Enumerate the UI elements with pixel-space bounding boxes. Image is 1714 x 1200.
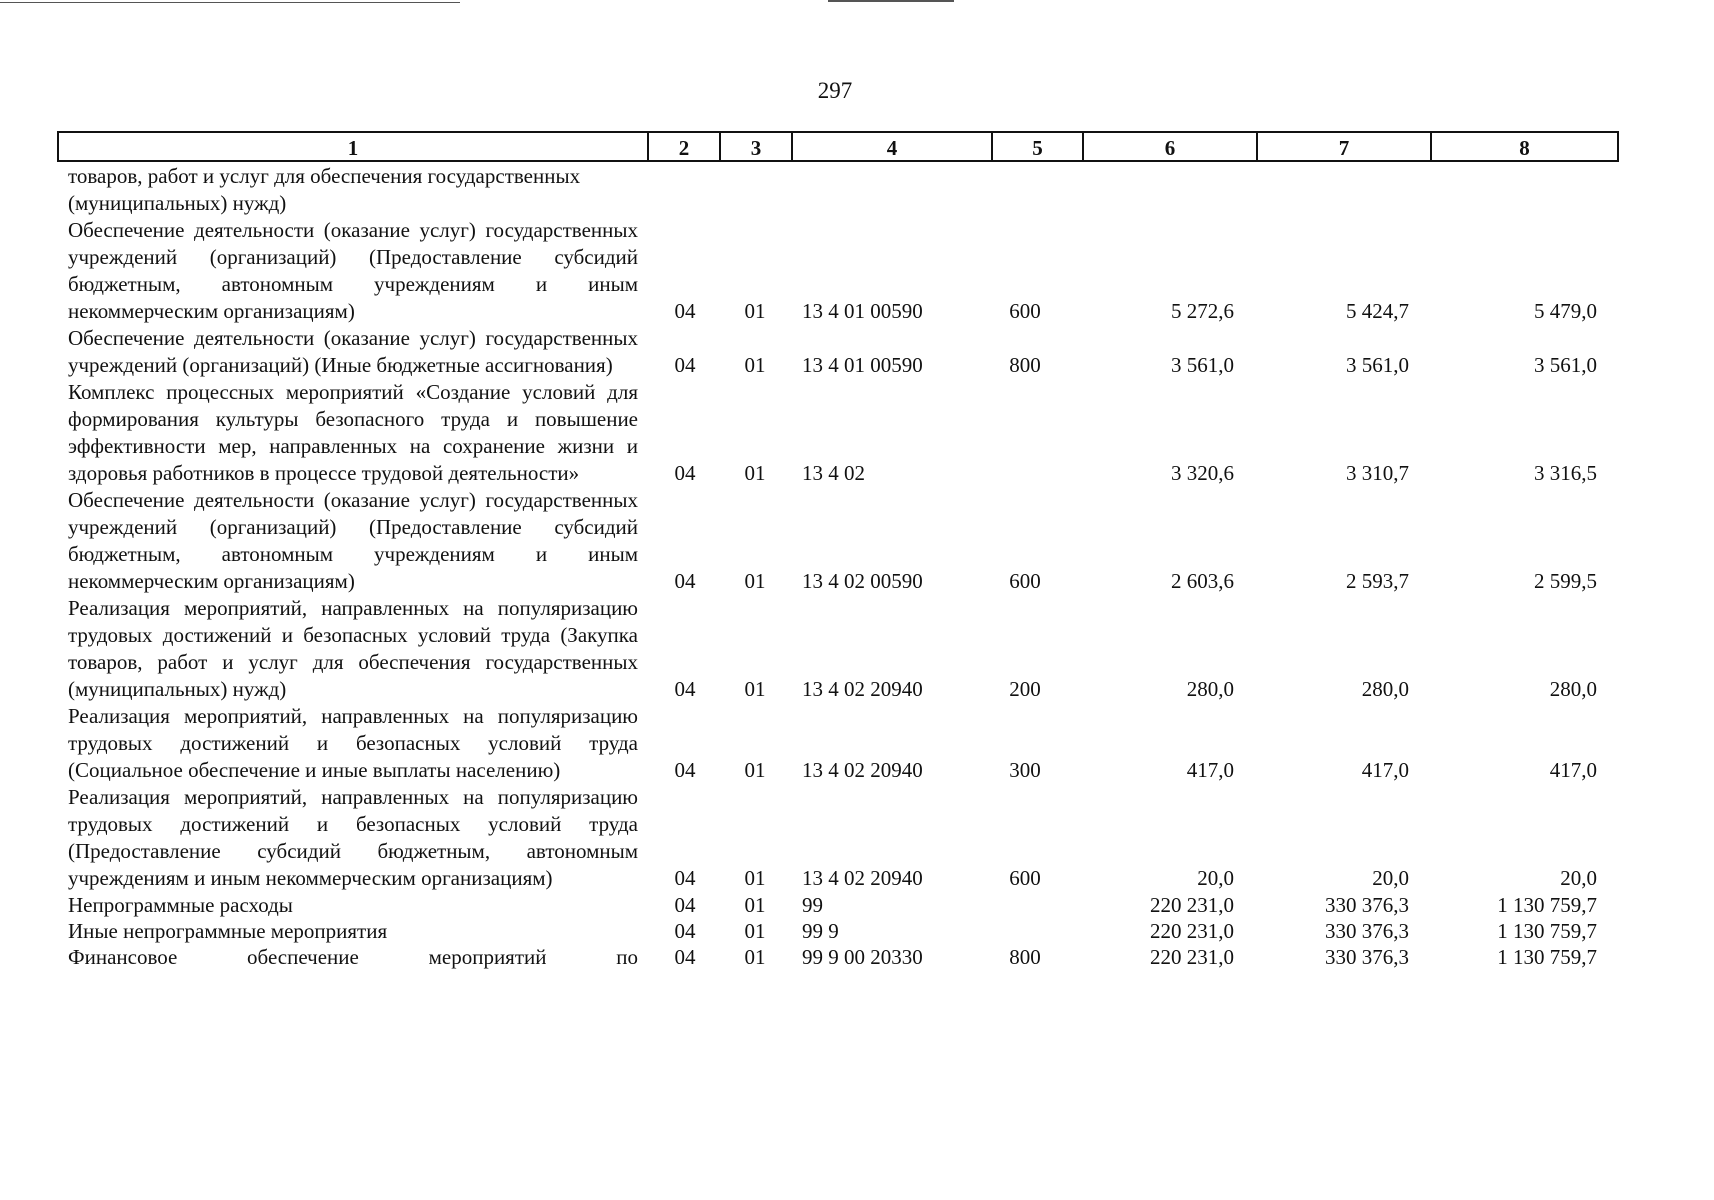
table-row: [68, 325, 1620, 379]
row-section-code: 04: [674, 461, 696, 485]
row-section-code: 04: [674, 893, 696, 917]
row-target-article: 99 9 00 20330: [802, 945, 923, 969]
column-header-4: 4: [793, 133, 993, 160]
row-description: Реализация мероприятий, направленных на популяризацию трудовых достижений и безопасных условий труда (Социальное обеспечение и иные выплаты населению): [68, 704, 638, 782]
row-section-code: 04: [674, 945, 696, 969]
row-section-code: 04: [674, 919, 696, 943]
row-amount-col6: 220 231,0: [1150, 919, 1234, 943]
row-subsection-code: 01: [744, 866, 766, 890]
row-amount-col7: 2 593,7: [1346, 569, 1409, 593]
row-description: Реализация мероприятий, направленных на популяризацию трудовых достижений и безопасных условий труда (Предоставление субсидий бюджетным, автономным учреждениям и иным некоммерческим организациям): [68, 785, 638, 890]
row-amount-col8: 1 130 759,7: [1497, 945, 1597, 969]
row-subsection-code: 01: [744, 299, 766, 323]
scan-edge-line-right: [828, 0, 954, 2]
row-target-article: 13 4 02 00590: [802, 569, 923, 593]
row-subsection-code: 01: [744, 569, 766, 593]
row-target-article: 13 4 02 20940: [802, 758, 923, 782]
row-amount-col8: 3 561,0: [1534, 353, 1597, 377]
row-amount-col8: 2 599,5: [1534, 569, 1597, 593]
row-section-code: 04: [674, 299, 696, 323]
row-target-article: 99 9: [802, 919, 839, 943]
row-target-article: 13 4 01 00590: [802, 299, 923, 323]
row-section-code: 04: [674, 866, 696, 890]
row-expense-type: 800: [1009, 353, 1041, 377]
row-section-code: 04: [674, 353, 696, 377]
row-target-article: 13 4 02 20940: [802, 677, 923, 701]
table-row: [68, 595, 1620, 703]
row-subsection-code: 01: [744, 461, 766, 485]
row-subsection-code: 01: [744, 758, 766, 782]
row-amount-col6: 220 231,0: [1150, 893, 1234, 917]
scan-edge-line-left: [0, 2, 460, 3]
row-target-article: 13 4 01 00590: [802, 353, 923, 377]
row-subsection-code: 01: [744, 353, 766, 377]
page-number: 297: [817, 78, 853, 103]
row-description: Обеспечение деятельности (оказание услуг) государственных учреждений (организаций) (Иные бюджетные ассигнования): [68, 326, 638, 377]
row-amount-col6: 2 603,6: [1171, 569, 1234, 593]
row-target-article: 13 4 02 20940: [802, 866, 923, 890]
column-header-6: 6: [1084, 133, 1258, 160]
row-amount-col8: 1 130 759,7: [1497, 919, 1597, 943]
row-amount-col6: 20,0: [1197, 866, 1234, 890]
row-amount-col8: 20,0: [1560, 866, 1597, 890]
row-description: Обеспечение деятельности (оказание услуг) государственных учреждений (организаций) (Предоставление субсидий бюджетным, автономным учреждениям и иным некоммерческим организациям): [68, 488, 638, 593]
row-description: Обеспечение деятельности (оказание услуг) государственных учреждений (организаций) (Предоставление субсидий бюджетным, автономным учреждениям и иным некоммерческим организациям): [68, 218, 638, 323]
column-header-2: 2: [649, 133, 721, 160]
row-amount-col7: 5 424,7: [1346, 299, 1409, 323]
row-description: Комплекс процессных мероприятий «Создание условий для формирования культуры безопасного труда и повышение эффективности мер, направленных на сохранение жизни и здоровья работников в процессе трудовой деятельности»: [68, 380, 638, 485]
row-expense-type: 300: [1009, 758, 1041, 782]
column-header-3: 3: [721, 133, 793, 160]
row-expense-type: 600: [1009, 569, 1041, 593]
row-expense-type: 200: [1009, 677, 1041, 701]
row-subsection-code: 01: [744, 945, 766, 969]
row-expense-type: 600: [1009, 299, 1041, 323]
row-expense-type: 800: [1009, 945, 1041, 969]
row-amount-col6: 3 561,0: [1171, 353, 1234, 377]
row-description: Непрограммные расходы: [68, 893, 293, 917]
row-amount-col7: 330 376,3: [1325, 893, 1409, 917]
row-section-code: 04: [674, 758, 696, 782]
table-row: [68, 487, 1620, 595]
row-expense-type: 600: [1009, 866, 1041, 890]
row-amount-col7: 3 561,0: [1346, 353, 1409, 377]
table-row: [68, 892, 1620, 918]
budget-table-body: [68, 163, 1620, 970]
column-header-1: 1: [59, 133, 649, 160]
row-amount-col8: 417,0: [1549, 758, 1597, 782]
row-amount-col7: 280,0: [1361, 677, 1409, 701]
row-section-code: 04: [674, 569, 696, 593]
row-section-code: 04: [674, 677, 696, 701]
column-header-row: [57, 131, 1619, 162]
row-amount-col6: 3 320,6: [1171, 461, 1234, 485]
row-amount-col6: 280,0: [1186, 677, 1234, 701]
table-row: [68, 163, 1620, 217]
row-amount-col8: 3 316,5: [1534, 461, 1597, 485]
row-description: товаров, работ и услуг для обеспечения государственных (муниципальных) нужд): [68, 164, 581, 215]
row-amount-col6: 417,0: [1186, 758, 1234, 782]
row-target-article: 99: [802, 893, 823, 917]
row-description: Реализация мероприятий, направленных на популяризацию трудовых достижений и безопасных условий труда (Закупка товаров, работ и услуг для обеспечения государственных (муниципальных) нужд): [68, 596, 638, 701]
row-description: Финансовое обеспечение мероприятий по: [68, 945, 638, 969]
column-header-7: 7: [1258, 133, 1432, 160]
row-subsection-code: 01: [744, 677, 766, 701]
row-amount-col8: 280,0: [1549, 677, 1597, 701]
row-amount-col6: 5 272,6: [1171, 299, 1234, 323]
row-amount-col7: 417,0: [1361, 758, 1409, 782]
row-amount-col8: 5 479,0: [1534, 299, 1597, 323]
row-target-article: 13 4 02: [802, 461, 865, 485]
table-row: [68, 703, 1620, 784]
table-row: [68, 379, 1620, 487]
row-amount-col7: 20,0: [1372, 866, 1409, 890]
table-row: [68, 217, 1620, 325]
column-header-5: 5: [993, 133, 1084, 160]
row-amount-col8: 1 130 759,7: [1497, 893, 1597, 917]
row-amount-col7: 330 376,3: [1325, 919, 1409, 943]
row-amount-col7: 3 310,7: [1346, 461, 1409, 485]
row-amount-col7: 330 376,3: [1325, 945, 1409, 969]
table-row: [68, 784, 1620, 892]
table-row: [68, 944, 1620, 970]
row-amount-col6: 220 231,0: [1150, 945, 1234, 969]
column-header-8: 8: [1519, 136, 1530, 160]
row-subsection-code: 01: [744, 893, 766, 917]
row-description: Иные непрограммные мероприятия: [68, 919, 388, 943]
row-subsection-code: 01: [744, 919, 766, 943]
table-row: [68, 918, 1620, 944]
